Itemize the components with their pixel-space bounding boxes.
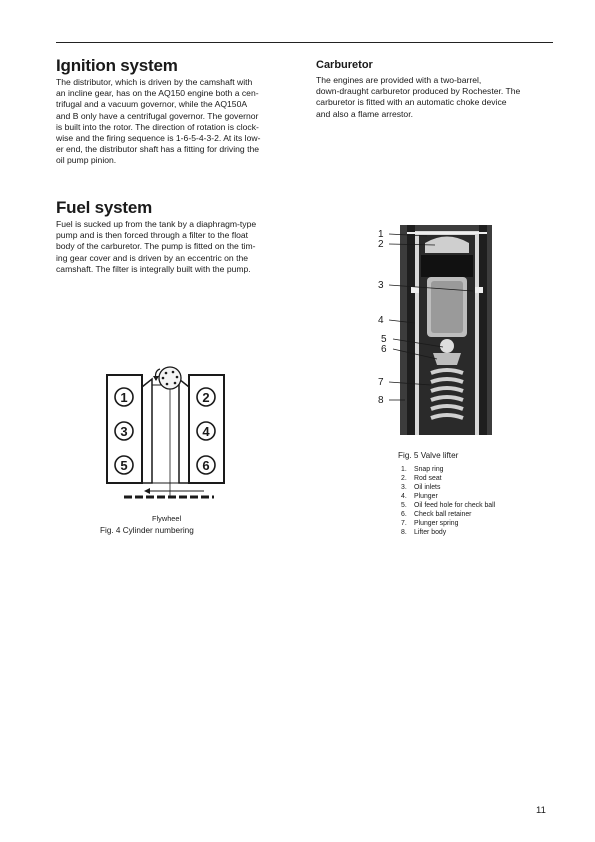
text-line: pump and is then forced through a filter to the float (56, 230, 249, 241)
oil-inlet (475, 287, 483, 293)
fuel-heading: Fuel system (56, 198, 153, 217)
rotation-arrowhead-icon (153, 376, 159, 381)
distributor-terminal (166, 383, 169, 386)
cylinder-number: 1 (120, 390, 128, 405)
text-line: is built into the rotor. The direction of rotation is clock- (56, 121, 259, 132)
cylinder-number: 5 (120, 458, 128, 473)
carburetor-section (316, 59, 556, 120)
fig4-cylinder-diagram (100, 365, 240, 515)
text-line: an incline gear, has on the AQ150 engine both a cen- (56, 88, 259, 99)
fuel-body (56, 219, 296, 275)
cylinder-number: 4 (202, 424, 210, 439)
text-line: Fuel is sucked up from the tank by a diaphragm-type (56, 219, 257, 229)
oil-inlet (411, 287, 419, 293)
check-ball-retainer (433, 353, 461, 365)
text-line: and B only have a centrifugal governor. The governor (56, 110, 259, 121)
text-line: and also a flame arrestor. (316, 108, 413, 119)
carburetor-heading: Carburetor (316, 59, 373, 71)
distributor-terminal (176, 376, 179, 379)
text-line: wise and the firing sequence is 1-6-5-4-3-2. At its low- (56, 133, 261, 144)
text-line: camshaft. The filter is integrally built with the pump. (56, 263, 251, 274)
flywheel-arrowhead-icon (144, 488, 150, 494)
callout-number: 1 (378, 229, 384, 240)
fig5-valve-lifter-drawing (375, 225, 500, 435)
callout-number: 4 (378, 315, 384, 326)
text-line: oil pump pinion. (56, 155, 117, 166)
valve-lifter-photo (375, 225, 500, 435)
cylinder-number: 3 (120, 424, 128, 439)
bore-wall-left (407, 225, 415, 435)
legend-item: 6. Check ball retainer (401, 511, 472, 518)
block-right-wall (179, 379, 189, 483)
text-line: body of the carburetor. The pump is fitted on the tim- (56, 241, 256, 252)
ignition-body (56, 77, 296, 167)
fig4-caption: Fig. 4 Cylinder numbering (100, 526, 194, 535)
legend-item: 7. Plunger spring (401, 520, 459, 527)
distributor-terminal (162, 377, 165, 380)
callout-number: 2 (378, 239, 384, 250)
callout-number: 3 (378, 280, 384, 291)
callout-number: 8 (378, 395, 384, 406)
text-line: trifugal and a vacuum governor, while the AQ150A (56, 99, 248, 110)
text-line: carburetor is fitted with an automatic choke device (316, 97, 507, 108)
check-ball (440, 339, 454, 353)
bore-wall-right (479, 225, 487, 435)
fig5-legend (401, 465, 495, 537)
legend-item: 1. Snap ring (401, 466, 444, 473)
callout-number: 5 (381, 334, 387, 345)
text-line: er end, the distributor shaft has a fitting for driving the (56, 144, 260, 155)
ignition-heading: Ignition system (56, 56, 178, 75)
text-line: The engines are provided with a two-barrel, (316, 75, 482, 85)
flywheel-label: Flywheel (152, 514, 182, 523)
legend-item: 4. Plunger (401, 493, 438, 500)
page-number: 11 (536, 805, 546, 816)
top-rule (56, 42, 553, 43)
distributor-terminal (172, 371, 175, 374)
ignition-section (56, 56, 296, 167)
upper-chamber (421, 255, 473, 277)
legend-item: 8. Lifter body (401, 529, 447, 536)
legend-item: 2. Rod seat (401, 475, 442, 482)
text-line: ing gear cover and is driven by an eccentric on the (56, 252, 249, 263)
callout-number: 6 (381, 344, 387, 355)
fig5-caption: Fig. 5 Valve lifter (398, 451, 459, 460)
carburetor-body (316, 75, 556, 120)
text-line: down-draught carburetor produced by Rochester. The (316, 86, 521, 97)
block-left-wall (142, 379, 152, 483)
cylinder-number: 6 (202, 458, 210, 473)
legend-item: 3. Oil inlets (401, 484, 441, 491)
distributor-terminal (174, 382, 177, 385)
fuel-section (56, 198, 296, 275)
distributor-terminal (165, 372, 168, 375)
legend-item: 5. Oil feed hole for check ball (401, 502, 496, 509)
engine-block-drawing (100, 365, 240, 515)
cylinder-number: 2 (202, 390, 210, 405)
callout-number: 7 (378, 377, 384, 388)
text-line: The distributor, which is driven by the camshaft with (56, 77, 253, 87)
